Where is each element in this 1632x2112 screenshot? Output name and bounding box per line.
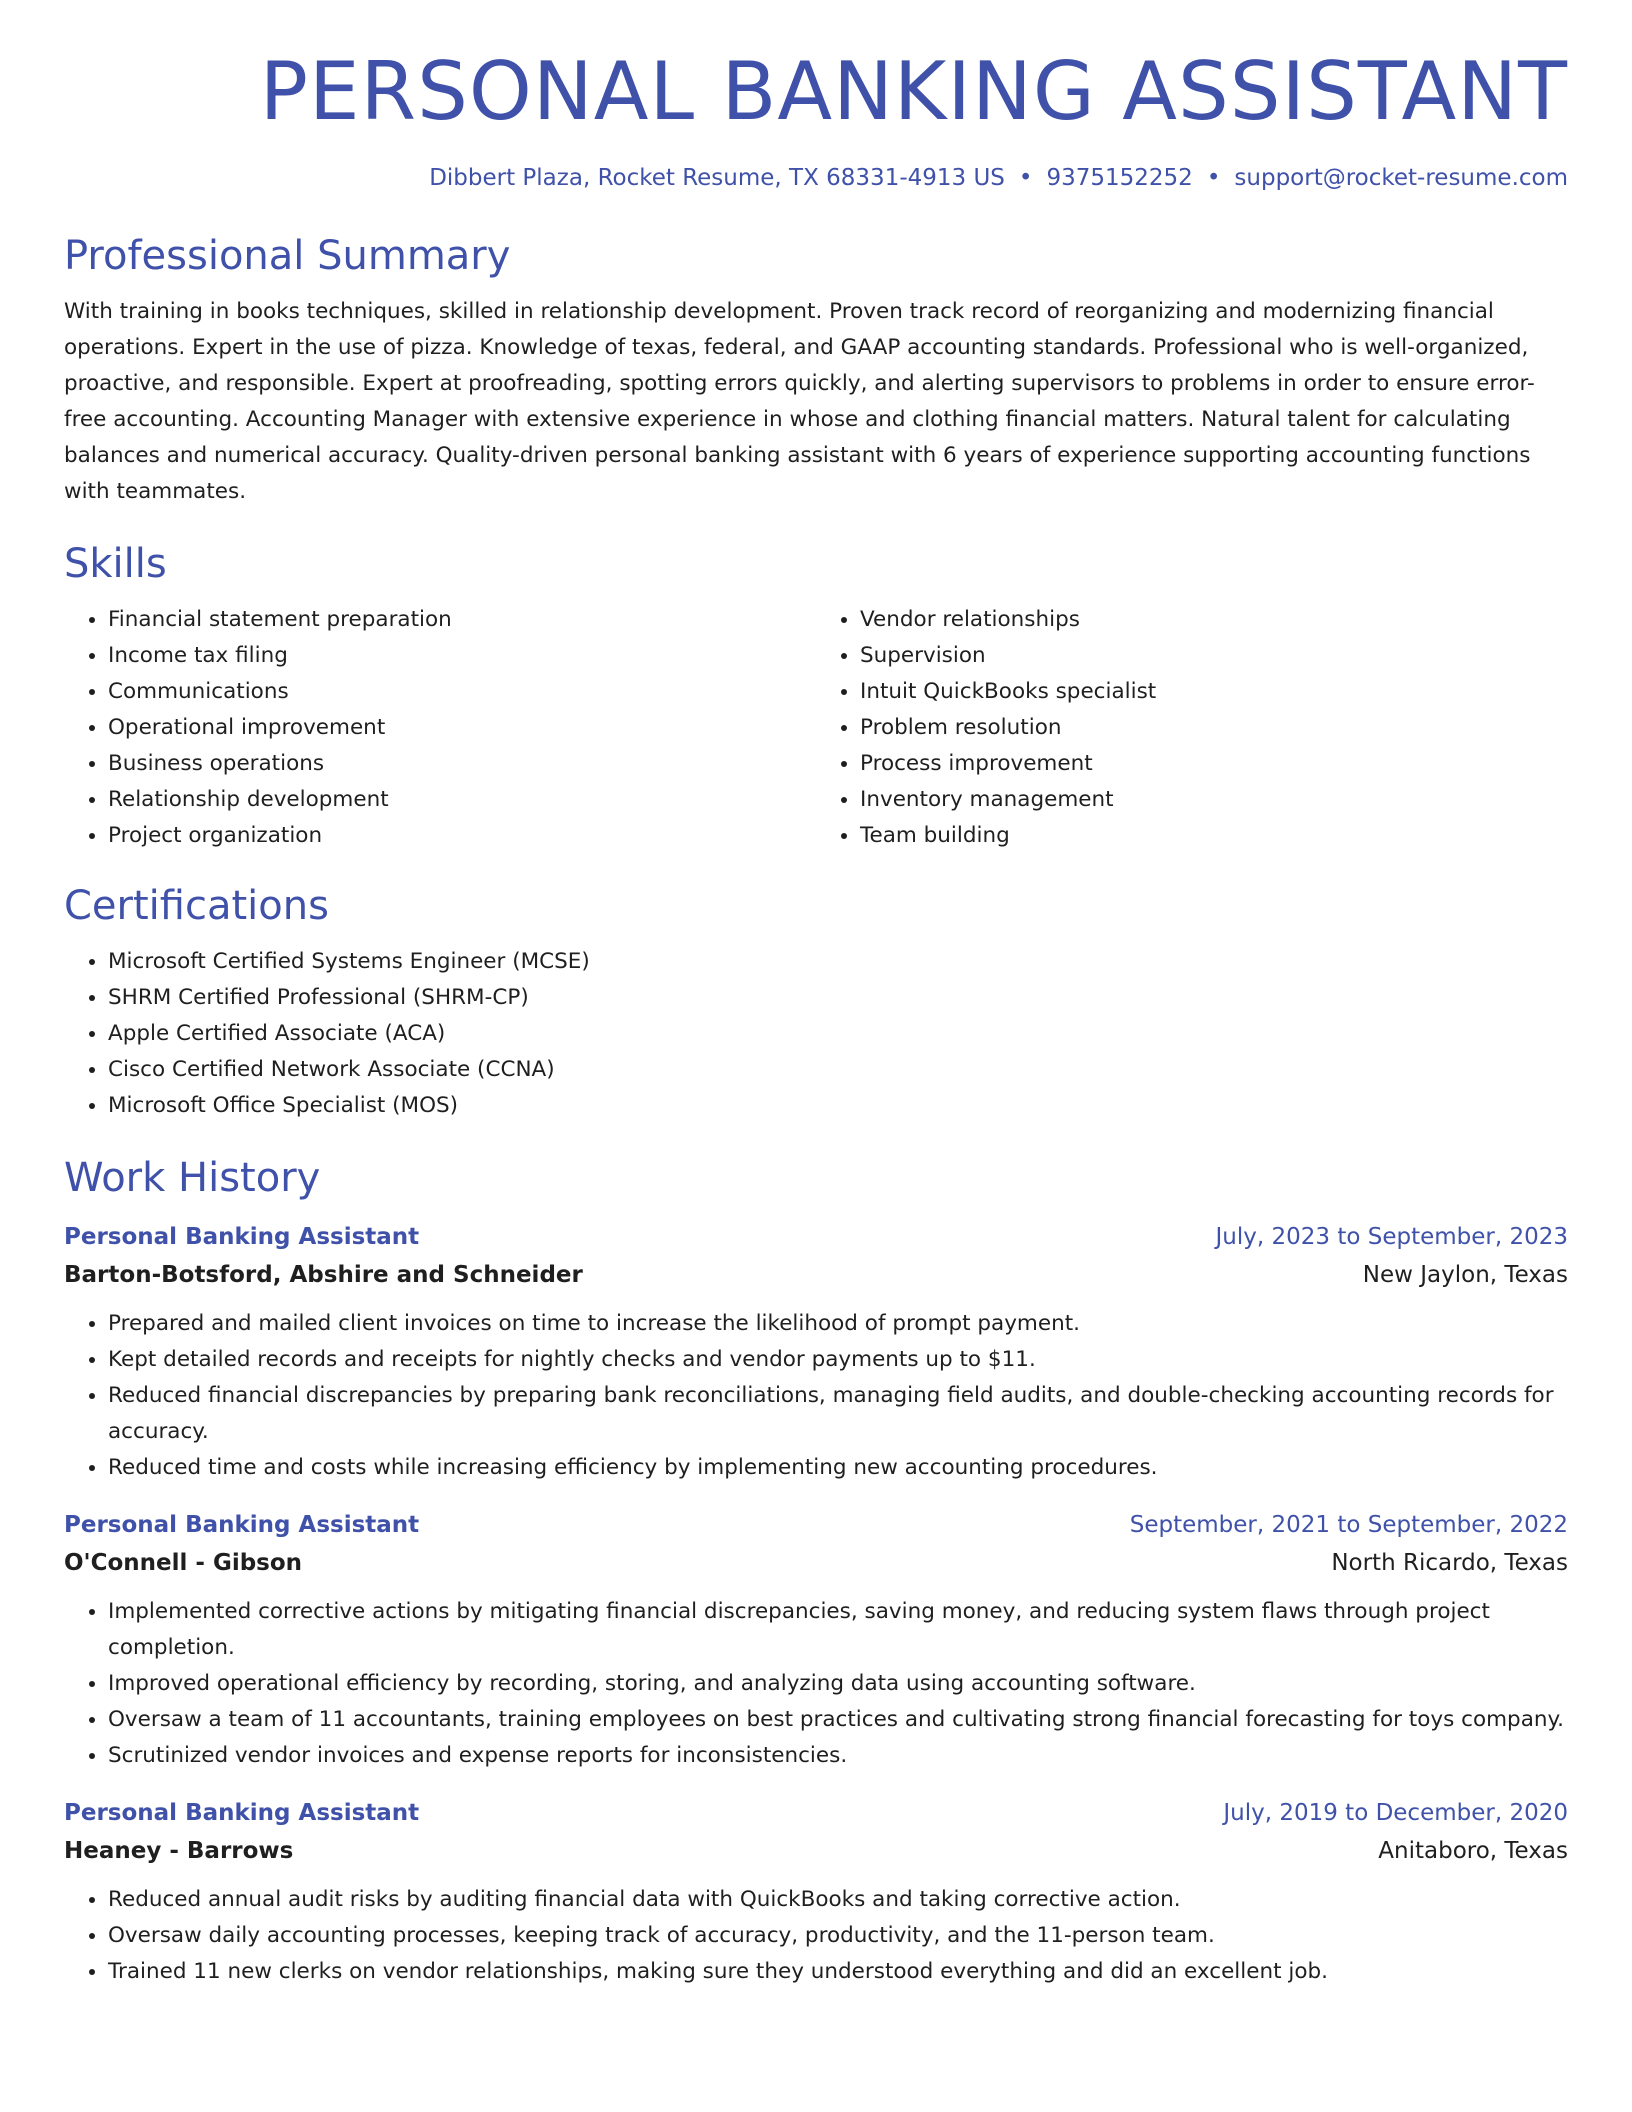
skill-item: • Inventory management bbox=[860, 782, 1568, 818]
job-bullet: • Oversaw daily accounting processes, keeping track of accuracy, productivity, and the 11-person team. bbox=[108, 1918, 1568, 1954]
skill-item: • Supervision bbox=[860, 638, 1568, 674]
skills-list-left bbox=[64, 602, 816, 854]
job-bullet: • Improved operational efficiency by recording, storing, and analyzing data using accounting software. bbox=[108, 1666, 1568, 1702]
certifications-list bbox=[64, 944, 1568, 1124]
certification-item: • Apple Certified Associate (ACA) bbox=[108, 1016, 1568, 1052]
job-company: O'Connell - Gibson bbox=[64, 1550, 303, 1576]
job-title: Personal Banking Assistant bbox=[64, 1224, 420, 1250]
resume-name: PERSONAL BANKING ASSISTANT bbox=[259, 45, 1568, 138]
job-bullets bbox=[64, 1594, 1568, 1774]
job-bullet: • Reduced annual audit risks by auditing financial data with QuickBooks and taking corrective action. bbox=[108, 1882, 1568, 1918]
job-dates: September, 2021 to September, 2022 bbox=[1129, 1512, 1568, 1538]
job-header-row bbox=[64, 1218, 1568, 1256]
skill-item: • Communications bbox=[108, 674, 816, 710]
job-bullets bbox=[64, 1306, 1568, 1486]
contact-phone: 9375152252 bbox=[1046, 165, 1193, 191]
summary-heading: Professional Summary bbox=[64, 233, 511, 279]
skill-item: • Operational improvement bbox=[108, 710, 816, 746]
job-company-row bbox=[64, 1832, 1568, 1870]
job-bullet: • Prepared and mailed client invoices on time to increase the likelihood of prompt payment. bbox=[108, 1306, 1568, 1342]
job-bullets bbox=[64, 1882, 1568, 1990]
contact-line bbox=[64, 162, 1568, 194]
certification-item: • Microsoft Office Specialist (MOS) bbox=[108, 1088, 1568, 1124]
skill-item: • Team building bbox=[860, 818, 1568, 854]
resume-page bbox=[64, 40, 1568, 1990]
skill-item: • Project organization bbox=[108, 818, 816, 854]
job-header-row bbox=[64, 1506, 1568, 1544]
summary-text: With training in books techniques, skilled in relationship development. Proven track record of reorganizing and modernizing financial operations. Expert in the use of pizza. Knowledge of texas, federal, and GAAP accounting standards. Professional who is well-organized, proactive, and responsible. Expert at proofreading, spotting errors quickly, and alerting supervisors to problems in order to ensure error-free accounting. Accounting Manager with extensive experience in whose and clothing financial matters. Natural talent for calculating balances and numerical accuracy. Quality-driven personal banking assistant with 6 years of experience supporting accounting functions with teammates. bbox=[64, 299, 1535, 504]
certification-item: • SHRM Certified Professional (SHRM-CP) bbox=[108, 980, 1568, 1016]
certification-item: • Microsoft Certified Systems Engineer (MCSE) bbox=[108, 944, 1568, 980]
job-bullet: • Implemented corrective actions by mitigating financial discrepancies, saving money, and reducing system flaws through project completion. bbox=[108, 1594, 1568, 1666]
skill-item: • Process improvement bbox=[860, 746, 1568, 782]
job-title: Personal Banking Assistant bbox=[64, 1800, 420, 1826]
skill-item: • Vendor relationships bbox=[860, 602, 1568, 638]
job-title: Personal Banking Assistant bbox=[64, 1512, 420, 1538]
contact-address: Dibbert Plaza, Rocket Resume, TX 68331-4913 US bbox=[429, 165, 1005, 191]
certifications-heading: Certifications bbox=[64, 883, 329, 929]
contact-separator: • bbox=[1206, 165, 1221, 191]
job-company-row bbox=[64, 1256, 1568, 1294]
skills-columns bbox=[64, 602, 1568, 854]
job-company: Barton-Botsford, Abshire and Schneider bbox=[64, 1262, 583, 1288]
skill-item: • Relationship development bbox=[108, 782, 816, 818]
contact-separator: • bbox=[1018, 165, 1033, 191]
job-bullet: • Oversaw a team of 11 accountants, training employees on best practices and cultivating strong financial forecasting for toys company. bbox=[108, 1702, 1568, 1738]
job-location: North Ricardo, Texas bbox=[1331, 1550, 1568, 1576]
job-company-row bbox=[64, 1544, 1568, 1582]
skill-item: • Income tax filing bbox=[108, 638, 816, 674]
job-bullet: • Kept detailed records and receipts for nightly checks and vendor payments up to $11. bbox=[108, 1342, 1568, 1378]
contact-email: support@rocket-resume.com bbox=[1234, 165, 1568, 191]
certification-item: • Cisco Certified Network Associate (CCNA) bbox=[108, 1052, 1568, 1088]
skill-item: • Business operations bbox=[108, 746, 816, 782]
job-dates: July, 2023 to September, 2023 bbox=[1215, 1224, 1568, 1250]
job-entry bbox=[64, 1794, 1568, 1990]
job-header-row bbox=[64, 1794, 1568, 1832]
job-dates: July, 2019 to December, 2020 bbox=[1223, 1800, 1568, 1826]
skills-heading: Skills bbox=[64, 541, 167, 587]
job-bullet: • Reduced time and costs while increasing efficiency by implementing new accounting procedures. bbox=[108, 1450, 1568, 1486]
skill-item: • Financial statement preparation bbox=[108, 602, 816, 638]
job-location: New Jaylon, Texas bbox=[1362, 1262, 1568, 1288]
skill-item: • Intuit QuickBooks specialist bbox=[860, 674, 1568, 710]
job-entry bbox=[64, 1506, 1568, 1774]
skills-list-right bbox=[816, 602, 1568, 854]
job-bullet: • Scrutinized vendor invoices and expense reports for inconsistencies. bbox=[108, 1738, 1568, 1774]
job-company: Heaney - Barrows bbox=[64, 1838, 294, 1864]
job-entry bbox=[64, 1218, 1568, 1486]
work-history-heading: Work History bbox=[64, 1155, 321, 1201]
job-bullet: • Trained 11 new clerks on vendor relationships, making sure they understood everything and did an excellent job. bbox=[108, 1954, 1568, 1990]
job-location: Anitaboro, Texas bbox=[1378, 1838, 1568, 1864]
skill-item: • Problem resolution bbox=[860, 710, 1568, 746]
job-bullet: • Reduced financial discrepancies by preparing bank reconciliations, managing field audits, and double-checking accounting records for accuracy. bbox=[108, 1378, 1568, 1450]
